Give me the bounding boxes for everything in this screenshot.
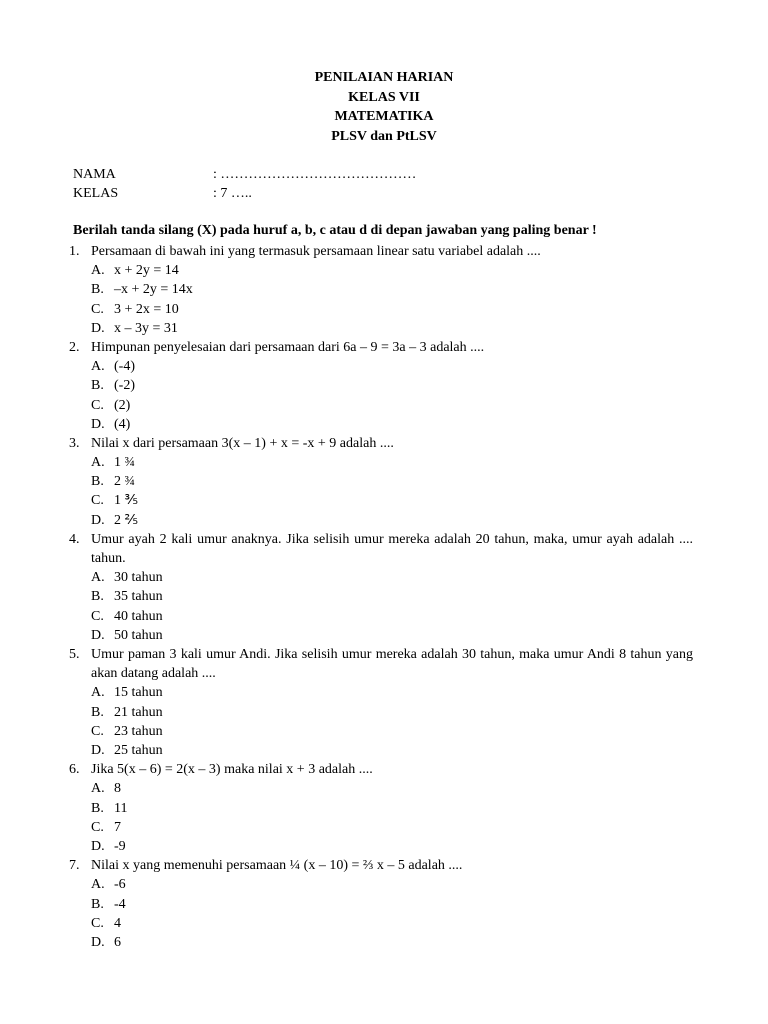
answer-option[interactable] (0, 741, 768, 760)
option-letter: C. (91, 608, 104, 624)
option-text: (4) (114, 416, 131, 432)
option-letter: A. (91, 685, 105, 701)
option-letter: B. (91, 800, 104, 816)
question-number: 4. (69, 531, 80, 547)
answer-option[interactable] (0, 453, 768, 472)
question-3 (0, 434, 768, 530)
option-letter: D. (91, 512, 105, 528)
option-text: 25 tahun (114, 742, 163, 758)
option-letter: D. (91, 742, 105, 758)
option-text: 3 + 2x = 10 (114, 301, 179, 317)
option-letter: A. (91, 359, 105, 375)
question-number: 3. (69, 435, 80, 451)
option-letter: B. (91, 474, 104, 490)
option-letter: C. (91, 493, 104, 509)
option-letter: A. (91, 570, 105, 586)
option-text: (2) (114, 397, 131, 413)
question-text: Umur paman 3 kali umur Andi. Jika selisih umur mereka adalah 30 tahun, maka umur Andi 8 tahun yang akan datang adalah .... (91, 647, 693, 682)
option-text: –x + 2y = 14x (114, 282, 193, 298)
question-1 (0, 242, 768, 338)
answer-option[interactable] (0, 568, 768, 587)
title-line-3: MATEMATIKA (334, 109, 434, 124)
option-text: (-2) (114, 378, 135, 394)
option-text: 2 ⅖ (114, 512, 139, 528)
option-text: -9 (114, 838, 126, 854)
question-number: 1. (69, 244, 80, 259)
answer-option[interactable] (0, 300, 768, 319)
name-label: NAMA (73, 167, 116, 182)
answer-option[interactable] (0, 818, 768, 837)
option-letter: D. (91, 934, 105, 950)
option-letter: D. (91, 320, 105, 336)
answer-option[interactable] (0, 607, 768, 626)
answer-option[interactable] (0, 914, 768, 933)
answer-option[interactable] (0, 491, 768, 510)
question-number: 6. (69, 762, 80, 778)
option-text: 15 tahun (114, 685, 163, 701)
question-number: 7. (69, 858, 80, 874)
option-text: 30 tahun (114, 570, 163, 586)
option-letter: B. (91, 704, 104, 720)
option-letter: D. (91, 416, 105, 432)
option-text: -6 (114, 877, 126, 893)
option-text: 35 tahun (114, 589, 163, 605)
question-2 (0, 338, 768, 434)
answer-option[interactable] (0, 357, 768, 376)
question-number: 5. (69, 647, 80, 663)
answer-option[interactable] (0, 837, 768, 856)
option-letter: D. (91, 627, 105, 643)
answer-option[interactable] (0, 895, 768, 914)
question-text: Nilai x yang memenuhi persamaan ¼ (x – 10) = ⅔ x – 5 adalah .... (91, 858, 463, 874)
option-text: 21 tahun (114, 704, 163, 720)
option-letter: A. (91, 455, 105, 471)
answer-option[interactable] (0, 319, 768, 338)
answer-option[interactable] (0, 587, 768, 606)
option-text: x + 2y = 14 (114, 263, 179, 279)
option-text: (-4) (114, 359, 135, 375)
question-text: Persamaan di bawah ini yang termasuk persamaan linear satu variabel adalah .... (91, 244, 541, 259)
answer-option[interactable] (0, 703, 768, 722)
answer-option[interactable] (0, 280, 768, 299)
option-text: 1 ¾ (114, 455, 135, 471)
option-text: 4 (114, 915, 121, 931)
answer-option[interactable] (0, 722, 768, 741)
option-text: x – 3y = 31 (114, 320, 178, 336)
option-text: 50 tahun (114, 627, 163, 643)
option-text: 1 ⅗ (114, 493, 139, 509)
question-list (0, 242, 768, 952)
option-letter: B. (91, 282, 104, 298)
answer-option[interactable] (0, 396, 768, 415)
question-4 (0, 530, 768, 645)
option-letter: A. (91, 877, 105, 893)
option-text: -4 (114, 896, 126, 912)
option-text: 6 (114, 934, 121, 950)
title-line-2: KELAS VII (348, 89, 420, 105)
option-letter: B. (91, 896, 104, 912)
answer-option[interactable] (0, 799, 768, 818)
option-text: 7 (114, 819, 121, 835)
question-7 (0, 856, 768, 952)
option-letter: C. (91, 819, 104, 835)
option-letter: A. (91, 781, 105, 797)
option-letter: C. (91, 397, 104, 413)
option-text: 11 (114, 800, 128, 816)
option-letter: B. (91, 378, 104, 394)
answer-option[interactable] (0, 472, 768, 491)
question-text: Umur ayah 2 kali umur anaknya. Jika selisih umur mereka adalah 20 tahun, maka, umur ayah adalah .... tahun. (91, 531, 693, 567)
option-letter: C. (91, 301, 104, 317)
option-text: 40 tahun (114, 608, 163, 624)
option-text: 23 tahun (114, 723, 163, 739)
question-text: Nilai x dari persamaan 3(x – 1) + x = -x + 9 adalah .... (91, 435, 394, 451)
title-line-4: PLSV dan PtLSV (331, 128, 437, 144)
answer-option[interactable] (0, 415, 768, 434)
answer-option[interactable] (0, 376, 768, 395)
question-text: Jika 5(x – 6) = 2(x – 3) maka nilai x + 3 adalah .... (91, 762, 373, 778)
option-text: 8 (114, 781, 121, 797)
option-letter: B. (91, 589, 104, 605)
answer-option[interactable] (0, 261, 768, 280)
document-header (0, 68, 768, 146)
answer-option[interactable] (0, 683, 768, 702)
option-letter: C. (91, 723, 104, 739)
class-value: : 7 ….. (213, 186, 252, 201)
option-text: 2 ¾ (114, 474, 135, 490)
question-5 (0, 645, 768, 760)
option-letter: D. (91, 838, 105, 854)
answer-option[interactable] (0, 933, 768, 952)
question-text: Himpunan penyelesaian dari persamaan dari 6a – 9 = 3a – 3 adalah .... (91, 339, 485, 355)
answer-option[interactable] (0, 626, 768, 645)
question-6 (0, 760, 768, 856)
name-value: : …………………………………… (213, 167, 417, 182)
answer-option[interactable] (0, 511, 768, 530)
option-letter: A. (91, 263, 105, 279)
option-letter: C. (91, 915, 104, 931)
answer-option[interactable] (0, 875, 768, 894)
class-label: KELAS (73, 186, 119, 201)
answer-option[interactable] (0, 779, 768, 798)
title-line-1: PENILAIAN HARIAN (314, 70, 454, 85)
question-number: 2. (69, 339, 80, 355)
instruction: Berilah tanda silang (X) pada huruf a, b, c atau d di depan jawaban yang paling benar ! (73, 223, 597, 238)
